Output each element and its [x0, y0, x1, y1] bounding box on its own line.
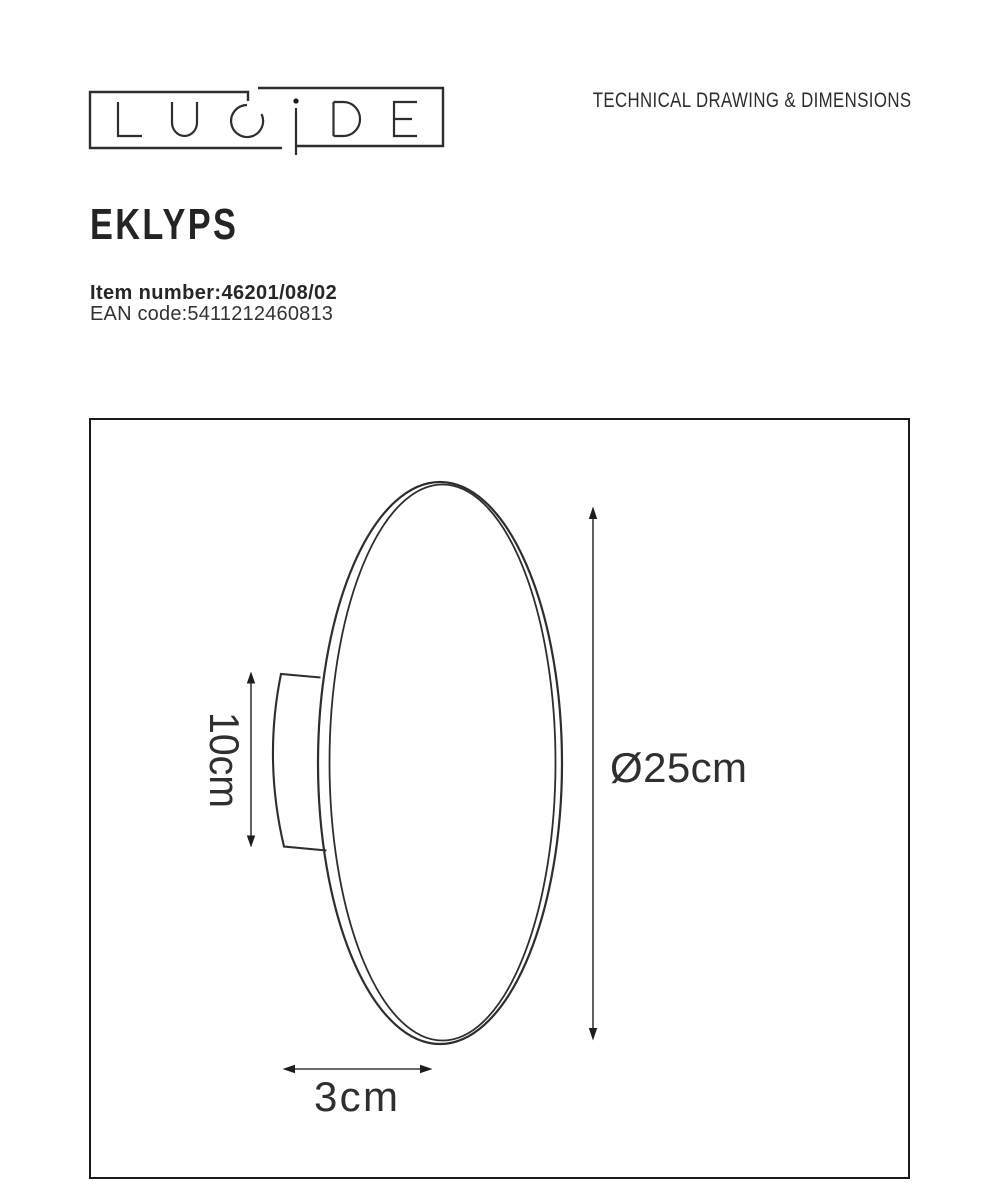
diameter-arrow-down-icon	[589, 1028, 597, 1041]
item-number: Item number:46201/08/02	[90, 282, 338, 304]
height-dimension	[201, 672, 255, 848]
technical-drawing	[88, 417, 912, 1181]
logo-letter-d	[334, 102, 361, 136]
sheet-title: TECHNICAL DRAWING & DIMENSIONS	[592, 89, 911, 112]
logo-letter-e	[394, 102, 417, 136]
logo-letter-i-dot	[293, 98, 298, 103]
fixture-disc-outer	[318, 482, 562, 1044]
depth-arrow-left-icon	[283, 1065, 296, 1073]
logo-frame-right	[258, 88, 443, 146]
height-dimension-label: 10cm	[201, 712, 248, 815]
logo-letter-u	[172, 102, 197, 136]
ean-code: EAN code:5411212460813	[90, 303, 334, 325]
diameter-dimension	[589, 507, 747, 1041]
logo-letter-c	[231, 105, 263, 137]
lucide-logo	[87, 85, 449, 161]
diameter-dimension-label: Ø25cm	[610, 744, 747, 791]
depth-arrow-right-icon	[420, 1065, 433, 1073]
product-name: EKLYPS	[90, 200, 239, 249]
height-arrow-up-icon	[247, 672, 255, 684]
logo-letter-l	[118, 102, 142, 136]
depth-dimension	[283, 1065, 433, 1120]
diameter-arrow-up-icon	[589, 507, 597, 520]
fixture-disc-inner	[330, 485, 556, 1041]
height-arrow-down-icon	[247, 836, 255, 848]
depth-dimension-label: 3cm	[314, 1073, 398, 1120]
product-codes	[90, 283, 337, 325]
